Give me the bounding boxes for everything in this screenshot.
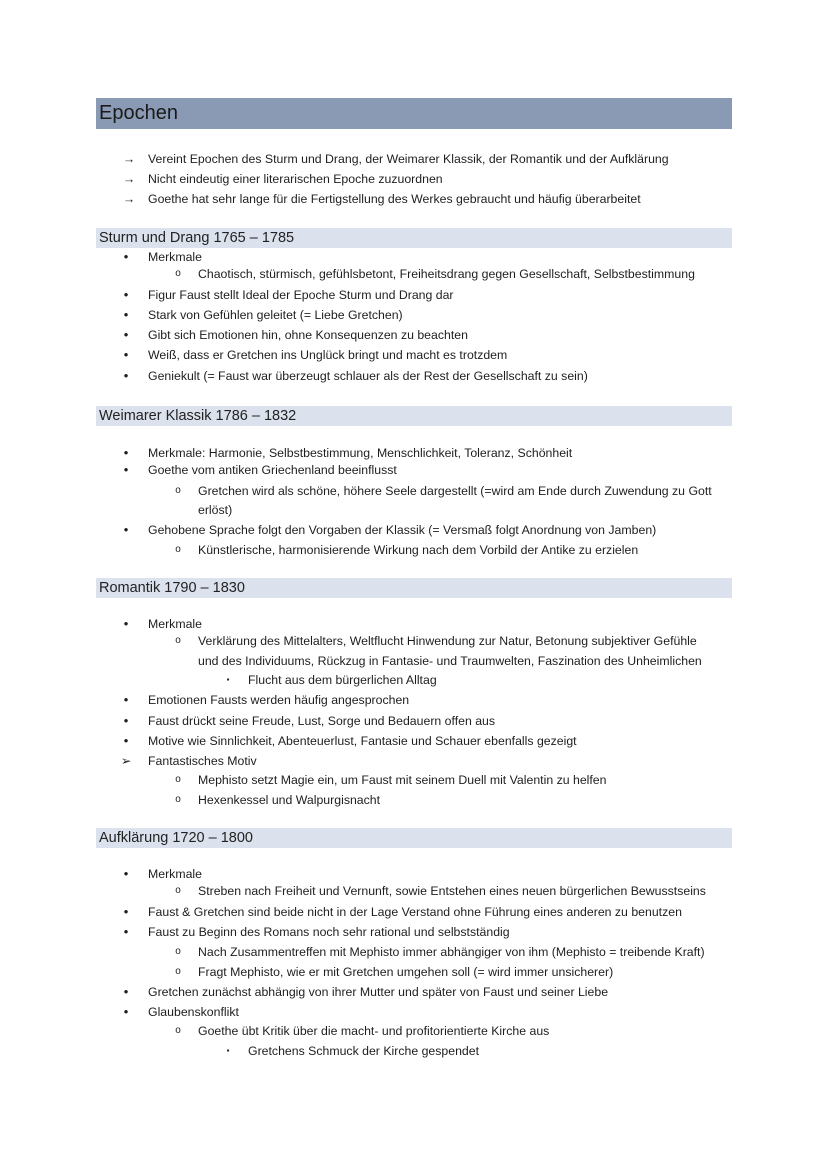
circle-bullet-icon: o <box>175 1025 181 1036</box>
list-item: Merkmale <box>148 867 202 881</box>
arrow-icon: → <box>122 152 136 166</box>
list-item: Merkmale: Harmonie, Selbstbestimmung, Menschlichkeit, Toleranz, Schönheit <box>148 446 573 460</box>
list-item: Gretchen wird als schöne, höhere Seele dargestellt (=wird am Ende durch Zuwendung zu Gott <box>198 484 712 498</box>
list-item: Hexenkessel und Walpurgisnacht <box>198 793 381 807</box>
circle-bullet-icon: o <box>175 794 181 805</box>
chevron-arrow-icon: ➢ <box>120 754 132 768</box>
bullet-icon: • <box>123 347 129 362</box>
list-item: Chaotisch, stürmisch, gefühlsbetont, Freiheitsdrang gegen Gesellschaft, Selbstbestimmung <box>198 267 695 281</box>
circle-bullet-icon: o <box>175 774 181 785</box>
list-item: Figur Faust stellt Ideal der Epoche Sturm und Drang dar <box>148 288 454 302</box>
list-item: Merkmale <box>148 617 202 631</box>
bullet-icon: • <box>123 866 129 881</box>
list-item: Stark von Gefühlen geleitet (= Liebe Gretchen) <box>148 308 403 322</box>
list-item: Gibt sich Emotionen hin, ohne Konsequenzen zu beachten <box>148 328 468 342</box>
bullet-icon: • <box>123 445 129 460</box>
circle-bullet-icon: o <box>175 946 181 957</box>
list-item: Merkmale <box>148 250 202 264</box>
list-item: Goethe übt Kritik über die macht- und profitorientierte Kirche aus <box>198 1024 550 1038</box>
bullet-icon: • <box>123 249 129 264</box>
arrow-icon: → <box>122 172 136 186</box>
bullet-icon: • <box>123 904 129 919</box>
list-item: Gehobene Sprache folgt den Vorgaben der Klassik (= Versmaß folgt Anordnung von Jamben) <box>148 523 657 537</box>
bullet-icon: • <box>123 287 129 302</box>
bullet-icon: • <box>123 733 129 748</box>
section-heading: Weimarer Klassik 1786 – 1832 <box>96 406 732 426</box>
list-item: Nach Zusammentreffen mit Mephisto immer abhängiger von ihm (Mephisto = treibende Kraft) <box>198 945 705 959</box>
list-item: Fragt Mephisto, wie er mit Gretchen umgehen soll (= wird immer unsicherer) <box>198 965 614 979</box>
circle-bullet-icon: o <box>175 485 181 496</box>
bullet-icon: • <box>123 1004 129 1019</box>
bullet-icon: • <box>123 368 129 383</box>
list-item: Weiß, dass er Gretchen ins Unglück bringt und macht es trotzdem <box>148 348 508 362</box>
list-item: Streben nach Freiheit und Vernunft, sowie Entstehen eines neuen bürgerlichen Bewusstseins <box>198 884 706 898</box>
bullet-icon: • <box>123 522 129 537</box>
circle-bullet-icon: o <box>175 885 181 896</box>
list-item: Goethe vom antiken Griechenland beeinflusst <box>148 463 397 477</box>
bullet-icon: • <box>123 984 129 999</box>
page-title: Epochen <box>96 98 732 129</box>
list-item: Faust & Gretchen sind beide nicht in der Lage Verstand ohne Führung eines anderen zu benutzen <box>148 905 682 919</box>
list-item: Künstlerische, harmonisierende Wirkung nach dem Vorbild der Antike zu erzielen <box>198 543 639 557</box>
section-heading: Romantik 1790 – 1830 <box>96 578 732 598</box>
bullet-icon: • <box>123 327 129 342</box>
section-heading: Aufklärung 1720 – 1800 <box>96 828 732 848</box>
section-heading: Sturm und Drang 1765 – 1785 <box>96 228 732 248</box>
list-item: Flucht aus dem bürgerlichen Alltag <box>248 673 437 687</box>
bullet-icon: • <box>123 924 129 939</box>
intro-line: Nicht eindeutig einer literarischen Epoche zuzuordnen <box>148 172 443 186</box>
list-item-continuation: erlöst) <box>198 503 233 517</box>
bullet-icon: • <box>123 616 129 631</box>
circle-bullet-icon: o <box>175 635 181 646</box>
list-item: Fantastisches Motiv <box>148 754 257 768</box>
bullet-icon: • <box>123 462 129 477</box>
list-item-continuation: und des Individuums, Rückzug in Fantasie- und Traumwelten, Faszination des Unheimlichen <box>198 654 702 668</box>
bullet-icon: • <box>123 713 129 728</box>
square-bullet-icon: ▪ <box>226 1046 230 1055</box>
list-item: Verklärung des Mittelalters, Weltflucht Hinwendung zur Natur, Betonung subjektiver Gefühle <box>198 634 697 648</box>
circle-bullet-icon: o <box>175 966 181 977</box>
list-item: Gretchens Schmuck der Kirche gespendet <box>248 1044 480 1058</box>
list-item: Gretchen zunächst abhängig von ihrer Mutter und später von Faust und seiner Liebe <box>148 985 609 999</box>
square-bullet-icon: ▪ <box>226 675 230 684</box>
list-item: Motive wie Sinnlichkeit, Abenteuerlust, Fantasie und Schauer ebenfalls gezeigt <box>148 734 577 748</box>
list-item: Mephisto setzt Magie ein, um Faust mit seinem Duell mit Valentin zu helfen <box>198 773 607 787</box>
bullet-icon: • <box>123 692 129 707</box>
bullet-icon: • <box>123 307 129 322</box>
list-item: Geniekult (= Faust war überzeugt schlauer als der Rest der Gesellschaft zu sein) <box>148 369 588 383</box>
list-item: Glaubenskonflikt <box>148 1005 239 1019</box>
intro-line: Vereint Epochen des Sturm und Drang, der Weimarer Klassik, der Romantik und der Aufklärung <box>148 152 669 166</box>
intro-line: Goethe hat sehr lange für die Fertigstellung des Werkes gebraucht und häufig überarbeitet <box>148 192 641 206</box>
list-item: Faust zu Beginn des Romans noch sehr rational und selbstständig <box>148 925 510 939</box>
list-item: Emotionen Fausts werden häufig angesprochen <box>148 693 410 707</box>
arrow-icon: → <box>122 192 136 206</box>
list-item: Faust drückt seine Freude, Lust, Sorge und Bedauern offen aus <box>148 714 496 728</box>
circle-bullet-icon: o <box>175 268 181 279</box>
circle-bullet-icon: o <box>175 544 181 555</box>
